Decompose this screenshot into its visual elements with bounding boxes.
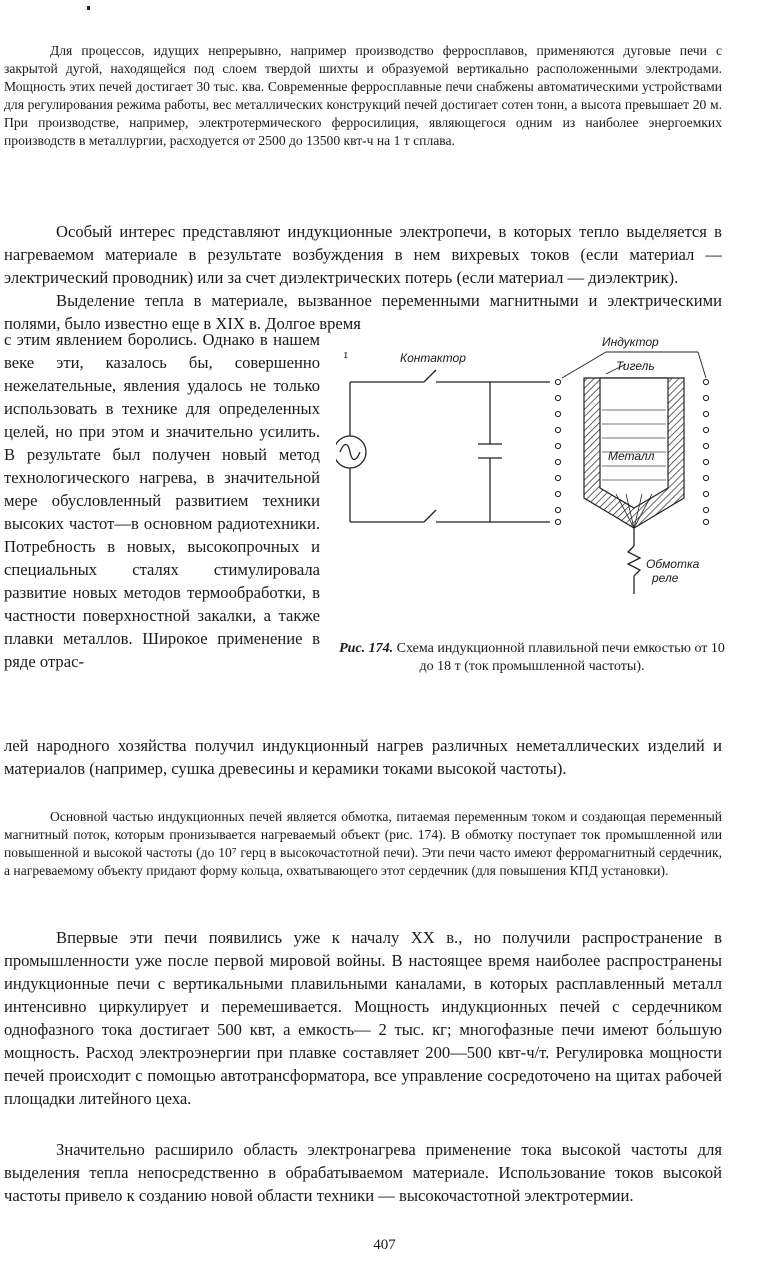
paragraph-arc-furnaces: Для процессов, идущих непрерывно, например производство ферросплавов, применяются дуговые печи с закрытой дугой, находящейся под слоем твердой шихты и образуемой вертикально расположенными электродами. Мощность этих печей достигает 30 тыс. ква. Современные ферросплавные печи снабжены автоматическими устройствами для регулирования режима работы, вес металлических конструкций печей достигает сотен тонн, а высота превышает 20 м. При производстве, например, электротермического ферросилиция, являющегося одним из наиболее энергоемких производств в металлургии, расходуется от 2500 до 13500 квт-ч на 1 т сплава. xyxy=(4,43,722,148)
ac-source-icon xyxy=(336,436,366,468)
label-relay: реле xyxy=(652,571,679,585)
label-metal: Металл xyxy=(608,449,655,463)
circuit-wires xyxy=(350,370,550,522)
caption-label: Рис. 174. xyxy=(339,641,394,656)
page-number: 407 xyxy=(373,1237,396,1253)
relay-winding xyxy=(628,528,640,594)
print-speck xyxy=(87,6,90,10)
label-contactor: Контактор xyxy=(400,351,466,365)
label-crucible: Тигель xyxy=(616,359,655,373)
paragraph-heat-history-top: Выделение тепла в материале, вызванное переменными магнитными и электрическими полями, было известно еще в XIX в. Долгое время xyxy=(4,291,722,333)
paragraph-induction-winding: Основной частью индукционных печей является обмотка, питаемая переменным током и создающая переменный магнитный поток, которым пронизывается нагреваемый объект (рис. 174). В обмотку поступает ток промышленной или повышенной и высокой частоты (до 10⁷ герц в высокочастотной печи). Эти печи часто имеют ферромагнитный сердечник, а нагреваемому объекту придают форму кольца, охватывающего этот сердечник (для повышения КПД установки). xyxy=(4,809,722,878)
paragraph-high-frequency: Значительно расширило область электронагрева применение тока высокой частоты для выделения тепла непосредственно в обрабатываемом материале. Использование токов высокой частоты привело к созданию новой области техники — высокочастотной электротермии. xyxy=(4,1140,722,1205)
paragraph-heat-history-wrapped: с этим явлением боролись. Однако в нашем веке эти, казалось бы, совершенно нежелательные, явления удалось не только использовать в технике для определенных целей, но при этом и значительно усилить. В результате был получен новый метод технологического нагрева, в значительной мере обусловленный развитием техники высоких частот—в основном радиотехники. Потребность в новых, высокопрочных и специальных сталях стимулировала развитие новых методов термообработки, в частности поверхностной закалки, а также плавки металлов. Широкое применение в ряде отрас- xyxy=(4,330,320,671)
paragraph-heat-history-end: лей народного хозяйства получил индукционный нагрев различных неметаллических изделий и материалов (например, сушка древесины и керамики токами высокой частоты). xyxy=(4,736,722,778)
paragraph-induction-history: Впервые эти печи появились уже к началу XX в., но получили распространение в промышленности уже после первой мировой войны. В настоящее время наиболее распространены индукционные печи с вертикальными плавильными каналами, в которых расплавленный металл интенсивно циркулирует и перемешивается. Мощность индукционных печей с сердечником однофазного тока достигает 500 квт, а емкость— 2 тыс. кг; многофазные печи имеют бо́льшую мощность. Расход электроэнергии при плавке составляет 200—500 квт-ч/т. Регулировка мощности печей происходит с помощью автотрансформатора, все управление сосредоточено на щитах рабочей площадки литейного цеха. xyxy=(4,928,722,1108)
figure-induction-furnace xyxy=(336,332,736,622)
label-inductor: Индуктор xyxy=(602,335,659,349)
caption-text: Схема индукционной плавильной печи емкостью от 10 до 18 т (ток промышленной частоты). xyxy=(396,641,725,674)
figure-caption xyxy=(336,640,728,676)
svg-text:ɪ: ɪ xyxy=(344,350,348,361)
furnace-schematic xyxy=(336,332,736,622)
label-relay-winding: Обмотка xyxy=(646,557,700,571)
paragraph-induction-intro: Особый интерес представляют индукционные электропечи, в которых тепло выделяется в нагреваемом материале в результате возбуждения в нем вихревых токов (если материал — электрический проводник) или за счет диэлектрических потерь (если материал — диэлектрик). xyxy=(4,222,722,287)
